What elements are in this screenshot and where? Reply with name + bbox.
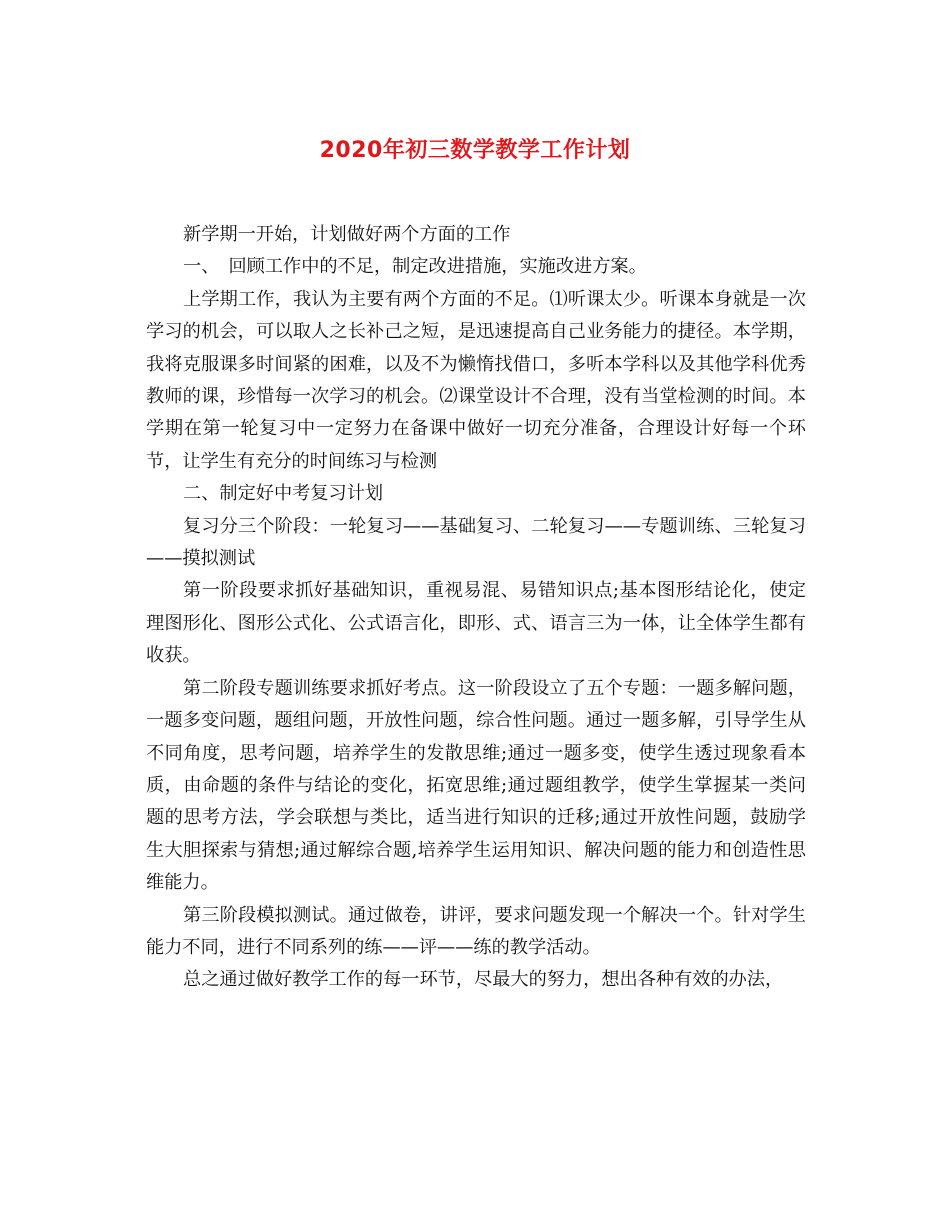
- document-title: 2020年初三数学教学工作计划: [319, 138, 631, 163]
- paragraph-conclusion: 总之通过做好教学工作的每一环节，尽最大的努力，想出各种有效的办法，: [183, 969, 784, 991]
- paragraph-stage-three: 第三阶段模拟测试。通过做卷，讲评，要求问题发现一个解决一个。针对学生能力不同，进行不同系列的练——评——练的教学活动。: [146, 904, 806, 958]
- paragraph-intro: 新学期一开始，计划做好两个方面的工作: [183, 224, 511, 245]
- paragraph-review-stages: 复习分三个阶段：一轮复习——基础复习、二轮复习——专题训练、三轮复习——摸拟测试: [146, 515, 806, 570]
- document-body: [146, 219, 806, 997]
- paragraph-section-1-heading: 一、 回顾工作中的不足，制定改进措施，实施改进方案。: [183, 256, 647, 278]
- paragraph-shortcomings: 上学期工作，我认为主要有两个方面的不足。⑴听课太少。听课本身就是一次学习的机会，可以取人之长补己之短，是迅速提高自己业务能力的捷径。本学期，我将克服课多时间紧的困难，以及不为懒惰找借口，多听本学科以及其他学科优秀教师的课，珍惜每一次学习的机会。⑵课堂设计不合理，没有当堂检测的时间。本学期在第一轮复习中一定努力在备课中做好一切充分准备，合理设计好每一个环节，让学生有充分的时间练习与检测: [146, 288, 806, 472]
- paragraph-stage-one: 第一阶段要求抓好基础知识，重视易混、易错知识点;基本图形结论化，使定理图形化、图形公式化、公式语言化，即形、式、语言三为一体，让全体学生都有收获。: [146, 580, 806, 667]
- paragraph-stage-two: 第二阶段专题训练要求抓好考点。这一阶段设立了五个专题：一题多解问题，一题多变问题，题组问题，开放性问题，综合性问题。通过一题多解，引导学生从不同角度，思考问题，培养学生的发散思维;通过一题多变，使学生透过现象看本质，由命题的条件与结论的变化，拓宽思维;通过题组教学，使学生掌握某一类问题的思考方法，学会联想与类比，适当进行知识的迁移;通过开放性问题，鼓励学生大胆探索与猜想;通过解综合题,培养学生运用知识、解决问题的能力和创造性思维能力。: [146, 677, 806, 894]
- paragraph-section-2-heading: 二、制定好中考复习计划: [183, 483, 384, 505]
